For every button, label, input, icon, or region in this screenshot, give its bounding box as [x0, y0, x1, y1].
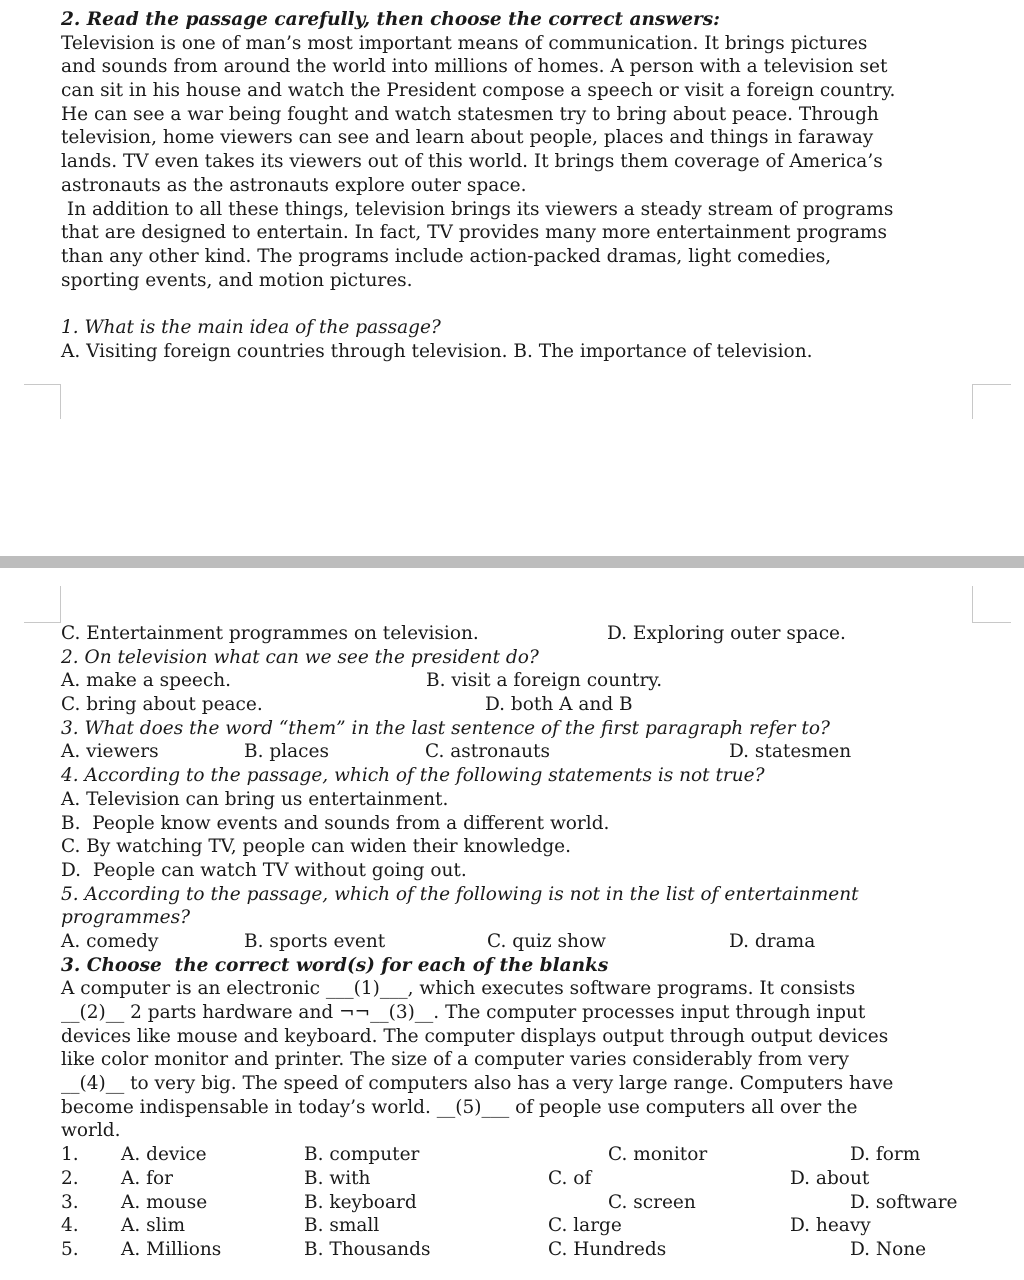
- option-b: B. computer: [304, 1144, 420, 1166]
- option-c: C. bring about peace.: [61, 694, 263, 716]
- passage-line: world.: [61, 1120, 121, 1142]
- option-b: B. visit a foreign country.: [426, 670, 663, 692]
- answer-row-2: [61, 1167, 1011, 1191]
- option-d: D. drama: [729, 930, 816, 952]
- passage-line: and sounds from around the world into millions of homes. A person with a television set: [61, 56, 888, 78]
- option-a: A. for: [121, 1167, 173, 1189]
- option-a: A. comedy: [61, 930, 159, 952]
- option-d: D. None: [850, 1238, 927, 1260]
- margin-corner-mark: [972, 586, 1011, 623]
- option-a: A. mouse: [121, 1191, 208, 1213]
- document-page-2: [0, 568, 1024, 1280]
- document-page-1: [0, 0, 1024, 556]
- passage-line: than any other kind. The programs include action-packed dramas, light comedies,: [61, 245, 832, 267]
- option-a: A. Millions: [121, 1238, 222, 1260]
- passage-line: In addition to all these things, television brings its viewers a steady stream of programs: [61, 198, 894, 220]
- passage-line: sporting events, and motion pictures.: [61, 269, 413, 291]
- option-b: B. Thousands: [304, 1238, 431, 1260]
- option-d: D. People can watch TV without going out.: [61, 859, 467, 881]
- option-a: A. device: [121, 1144, 207, 1166]
- passage-line: lands. TV even takes its viewers out of this world. It brings them coverage of America’s: [61, 151, 883, 173]
- question-1-options-cd: [61, 622, 1011, 646]
- option-c: C. of: [548, 1167, 592, 1189]
- page-separator: [0, 556, 1024, 568]
- question-5-continued: programmes?: [61, 907, 190, 929]
- blank-line: [61, 292, 1011, 316]
- option-c: C. By watching TV, people can widen their knowledge.: [61, 836, 571, 858]
- passage-line: like color monitor and printer. The size of a computer varies considerably from very: [61, 1049, 849, 1071]
- option-c: C. screen: [608, 1191, 696, 1213]
- passage-line: __(2)__ 2 parts hardware and ¬¬__(3)__. The computer processes input through input: [61, 1002, 866, 1023]
- passage-line: can sit in his house and watch the President compose a speech or visit a foreign country.: [61, 80, 896, 102]
- answer-number: 4.: [61, 1215, 79, 1237]
- question-4: 4. According to the passage, which of the following statements is not true?: [61, 765, 765, 787]
- option-d: D. form: [850, 1144, 921, 1166]
- question-2: 2. On television what can we see the president do?: [61, 646, 539, 668]
- passage-line: television, home viewers can see and learn about people, places and things in faraway: [61, 127, 874, 149]
- page-1-text: [61, 8, 1011, 363]
- option-d: D. heavy: [790, 1215, 871, 1237]
- option-b: B. People know events and sounds from a different world.: [61, 812, 610, 834]
- question-5: 5. According to the passage, which of the following is not in the list of entertainment: [61, 883, 859, 905]
- option-a: A. slim: [121, 1215, 185, 1237]
- page-2-text: [61, 622, 1011, 1262]
- margin-corner-mark: [972, 384, 1011, 419]
- answer-number: 3.: [61, 1191, 79, 1213]
- question-1-options-ab: A. Visiting foreign countries through television. B. The importance of television.: [61, 340, 813, 362]
- option-a: A. Television can bring us entertainment.: [61, 788, 449, 810]
- answer-row-3: [61, 1191, 1011, 1215]
- passage-line: He can see a war being fought and watch statesmen try to bring about peace. Through: [61, 103, 879, 125]
- option-b: B. with: [304, 1167, 371, 1189]
- option-b: B. sports event: [244, 930, 386, 952]
- question-3-options: [61, 740, 1011, 764]
- question-1: 1. What is the main idea of the passage?: [61, 316, 441, 338]
- option-c: C. Hundreds: [548, 1238, 667, 1260]
- option-c: C. monitor: [608, 1144, 708, 1166]
- passage-line: __(4)__ to very big. The speed of computers also has a very large range. Computers have: [61, 1073, 894, 1095]
- answer-row-4: [61, 1214, 1011, 1238]
- option-d: D. software: [850, 1191, 958, 1213]
- option-b: B. keyboard: [304, 1191, 417, 1213]
- option-a: A. make a speech.: [61, 670, 232, 692]
- option-c: C. quiz show: [487, 930, 606, 952]
- answer-number: 1.: [61, 1144, 79, 1166]
- margin-corner-mark: [24, 384, 61, 419]
- passage-line: that are designed to entertain. In fact, TV provides many more entertainment programs: [61, 222, 887, 244]
- answer-number: 5.: [61, 1238, 79, 1260]
- option-c: C. large: [548, 1215, 622, 1237]
- option-b: B. places: [244, 741, 329, 763]
- answer-row-5: [61, 1238, 1011, 1262]
- option-c: C. astronauts: [425, 741, 550, 763]
- passage-line: A computer is an electronic ___(1)___, which executes software programs. It consists: [61, 978, 856, 1000]
- answer-number: 2.: [61, 1167, 79, 1189]
- section-2-heading: 2. Read the passage carefully, then choose the correct answers:: [61, 9, 720, 30]
- passage-line: devices like mouse and keyboard. The computer displays output through output devices: [61, 1025, 889, 1047]
- option-c: C. Entertainment programmes on television.: [61, 623, 479, 644]
- option-d: D. about: [790, 1167, 870, 1189]
- option-d: D. Exploring outer space.: [607, 623, 846, 644]
- margin-corner-mark: [24, 586, 61, 623]
- question-2-options-ab: [61, 669, 1011, 693]
- section-3-heading: 3. Choose the correct word(s) for each of the blanks: [61, 954, 609, 976]
- question-2-options-cd: [61, 693, 1011, 717]
- option-a: A. viewers: [61, 741, 159, 763]
- passage-line: astronauts as the astronauts explore outer space.: [61, 174, 527, 196]
- option-d: D. statesmen: [729, 741, 852, 763]
- question-3: 3. What does the word “them” in the last sentence of the first paragraph refer to?: [61, 717, 830, 739]
- question-5-options: [61, 930, 1011, 954]
- passage-line: Television is one of man’s most important means of communication. It brings pictures: [61, 32, 868, 54]
- passage-line: become indispensable in today’s world. __(5)___ of people use computers all over the: [61, 1096, 858, 1118]
- option-d: D. both A and B: [485, 694, 633, 716]
- option-b: B. small: [304, 1215, 380, 1237]
- answer-row-1: [61, 1143, 1011, 1167]
